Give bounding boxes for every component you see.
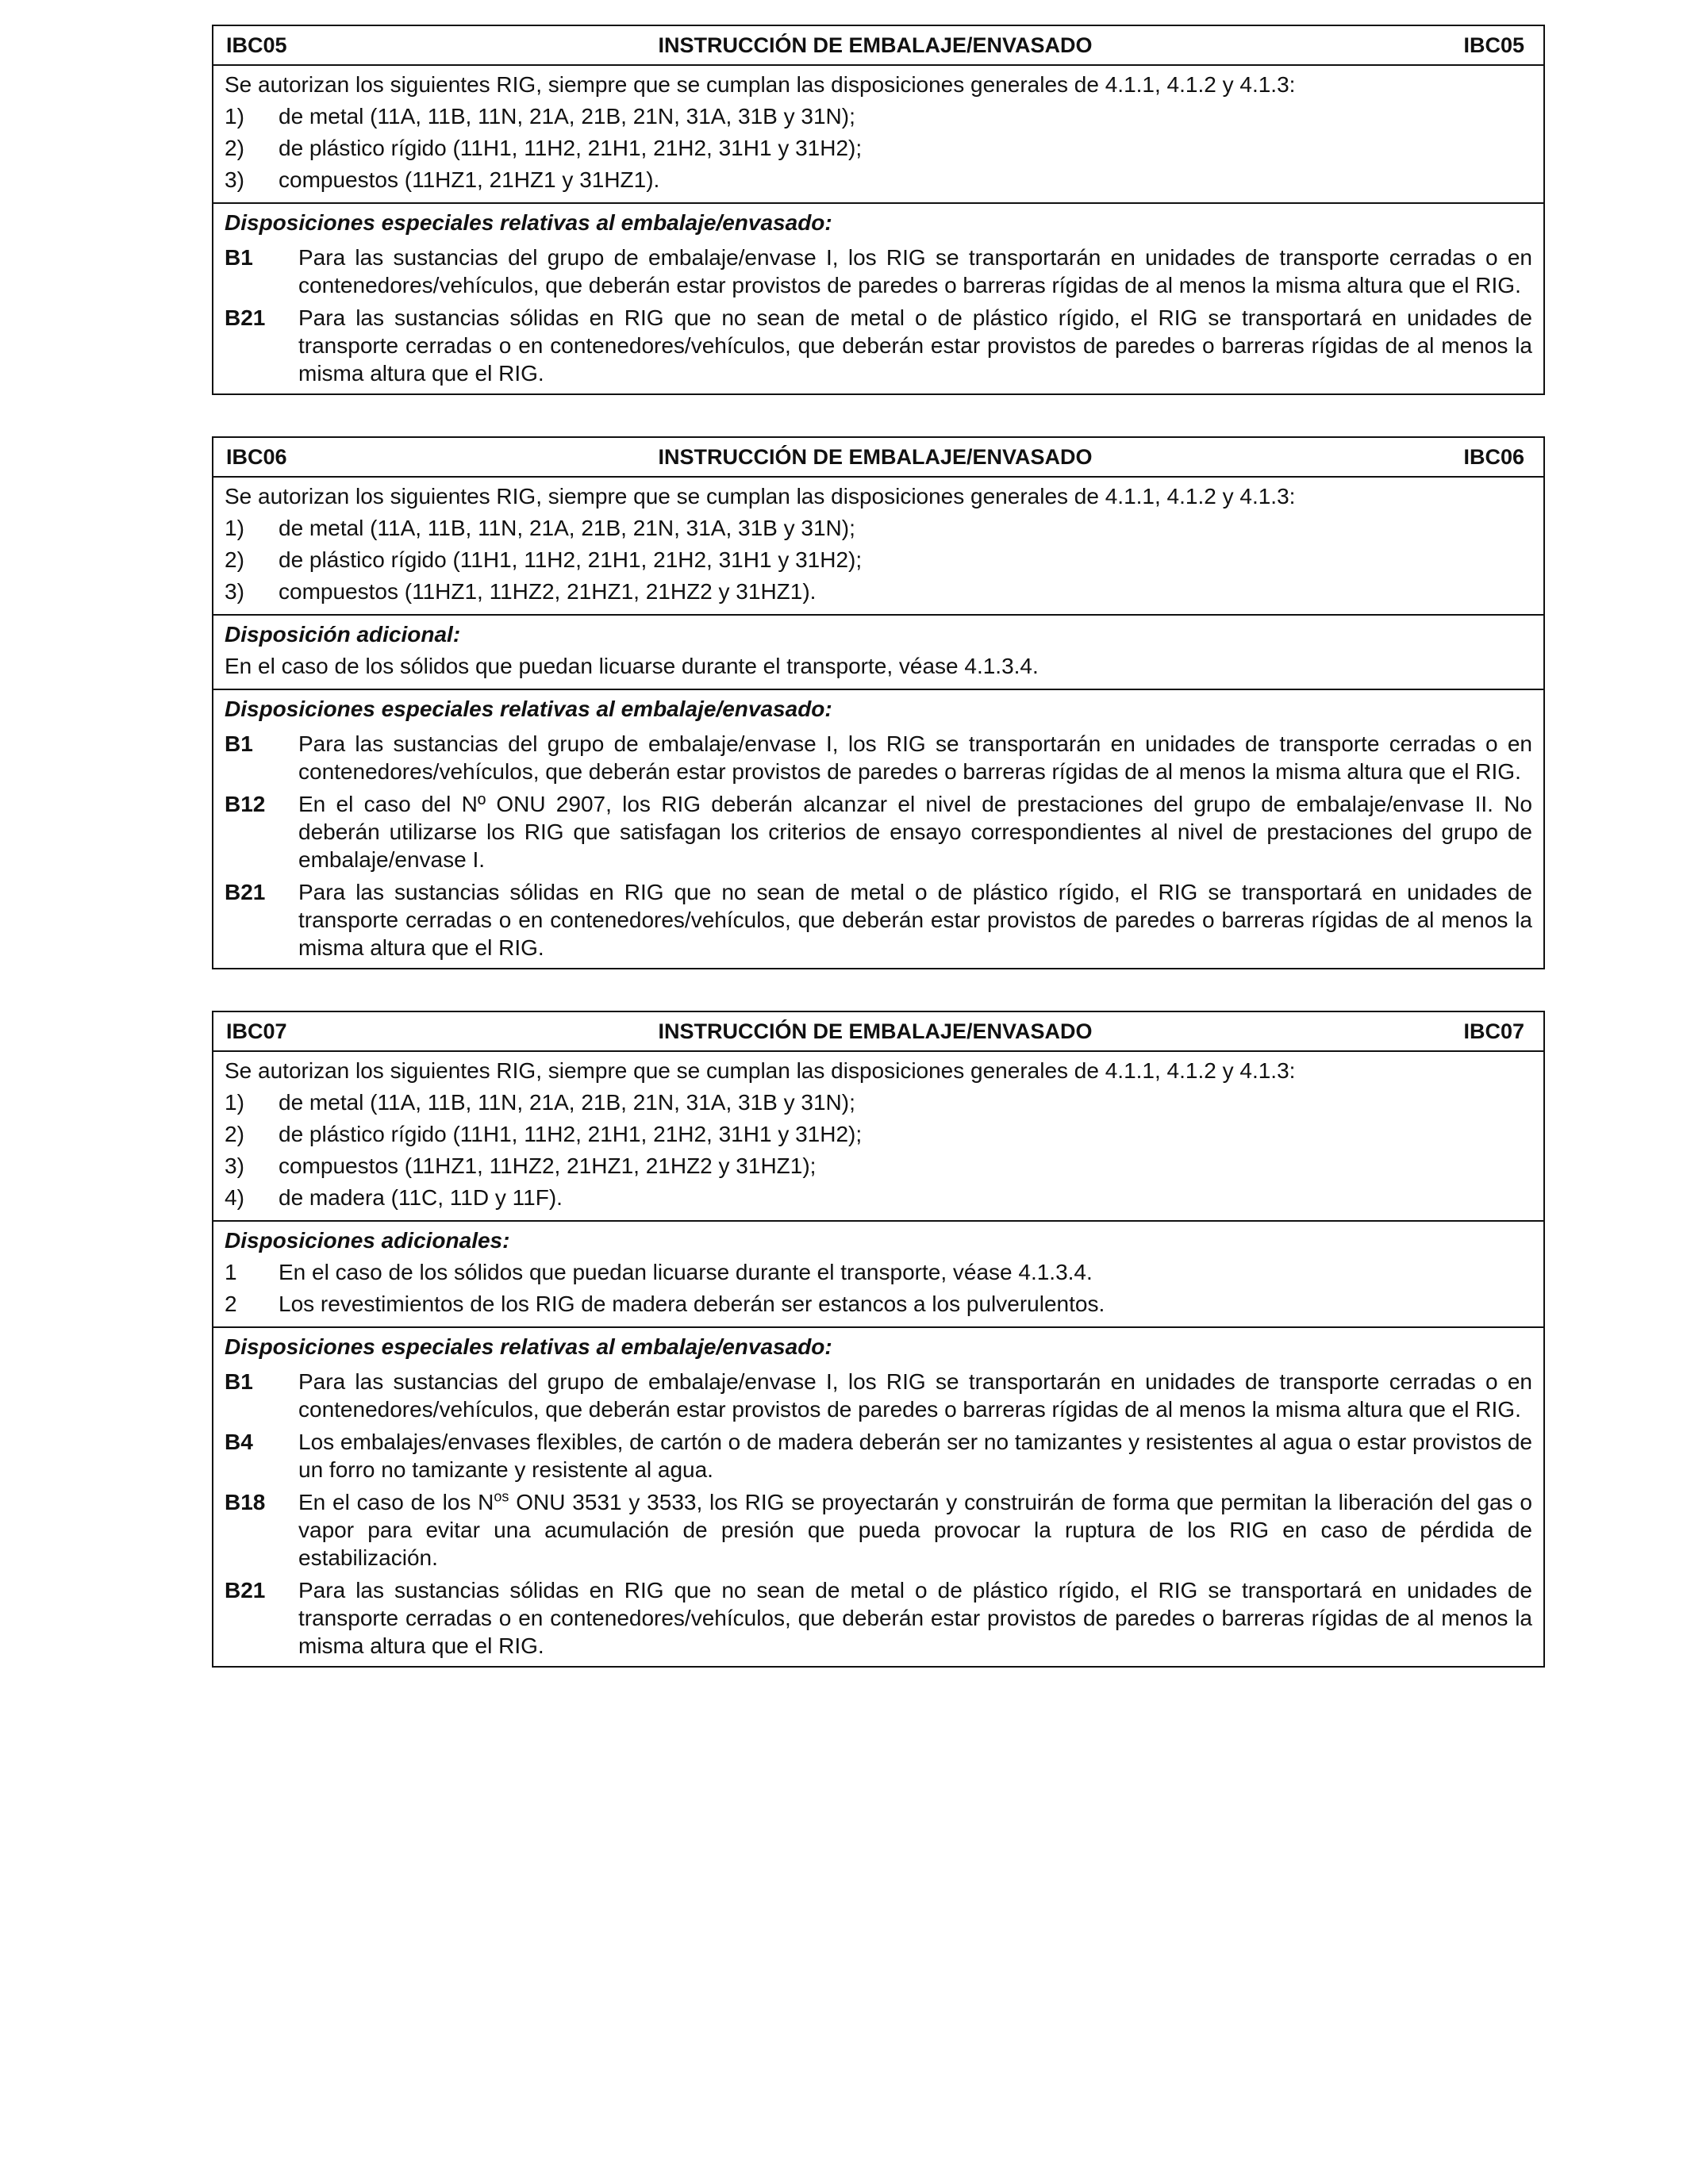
ibc05-code-right: IBC05 xyxy=(1463,33,1524,57)
document-page xyxy=(212,25,1545,1709)
special-provision: B18 En el caso de los $N^{os}$ ONU 3531 y 3533, los RIG se proyectarán y construirán de forma que permitan la liberación del gas o vapor para evitar una acumulación de presión que pueda provocar la ruptura de los RIG en caso de pérdida de estabilización. xyxy=(225,1488,1532,1570)
ibc06-intro: Se autorizan los siguientes RIG, siempre que se cumplan las disposiciones generales de 4.1.1, 4.1.2 y 4.1.3: xyxy=(225,484,1296,509)
list-item: 2) de plástico rígido (11H1, 11H2, 21H1, 21H2, 31H1 y 31H2); xyxy=(225,547,863,572)
ibc05-special-section xyxy=(213,204,1543,393)
ibc07-additional-title: Disposiciones adicionales: xyxy=(225,1228,510,1253)
ibc07-special-title: Disposiciones especiales relativas al embalaje/envasado: xyxy=(225,1334,832,1359)
list-item: 2) de plástico rígido (11H1, 11H2, 21H1, 21H2, 31H1 y 31H2); xyxy=(225,136,863,160)
ibc05-title: INSTRUCCIÓN DE EMBALAJE/ENVASADO xyxy=(658,33,1093,57)
ibc06-table xyxy=(212,436,1545,969)
b18-text-pre: En el caso de los N xyxy=(298,1490,494,1514)
special-provision: B1 Para las sustancias del grupo de embalaje/envase I, los RIG se transportarán en unidades de transporte cerradas o en contenedores/vehículos, que deberán estar provistos de paredes o barreras rígidas de al menos la misma altura que el RIG. xyxy=(225,245,1532,297)
ibc06-code-right: IBC06 xyxy=(1463,444,1524,469)
ibc06-code-left: IBC06 xyxy=(226,444,287,469)
ibc05-authorized-section xyxy=(213,66,1543,204)
list-item: 3) compuestos (11HZ1, 21HZ1 y 31HZ1). xyxy=(225,167,660,192)
ibc05-header xyxy=(213,26,1543,66)
special-provision: B21 Para las sustancias sólidas en RIG que no sean de metal o de plástico rígido, el RIG se transportará en unidades de transporte cerradas o en contenedores/vehículos, que deberán estar provistos de paredes o barreras rígidas de al menos la misma altura que el RIG. xyxy=(225,880,1532,960)
list-item: 2 Los revestimientos de los RIG de madera deberán ser estancos a los pulverulentos. xyxy=(225,1292,1105,1316)
ibc05-code-left: IBC05 xyxy=(226,33,287,57)
ibc05-intro: Se autorizan los siguientes RIG, siempre que se cumplan las disposiciones generales de 4.1.1, 4.1.2 y 4.1.3: xyxy=(225,72,1296,97)
ibc06-special-section xyxy=(213,690,1543,968)
special-provision: B4 Los embalajes/envases flexibles, de cartón o de madera deberán ser no tamizantes y resistentes al agua o estar provistos de un forro no tamizante y resistente al agua. xyxy=(225,1430,1532,1482)
ibc07-table xyxy=(212,1011,1545,1668)
list-item: 4) de madera (11C, 11D y 11F). xyxy=(225,1185,563,1210)
list-item: 1) de metal (11A, 11B, 11N, 21A, 21B, 21N, 31A, 31B y 31N); xyxy=(225,516,855,540)
list-item: 3) compuestos (11HZ1, 11HZ2, 21HZ1, 21HZ2 y 31HZ1); xyxy=(225,1153,817,1178)
ibc07-title: INSTRUCCIÓN DE EMBALAJE/ENVASADO xyxy=(658,1019,1093,1043)
ibc07-header xyxy=(213,1012,1543,1052)
special-provision: B21 Para las sustancias sólidas en RIG que no sean de metal o de plástico rígido, el RIG se transportará en unidades de transporte cerradas o en contenedores/vehículos, que deberán estar provistos de paredes o barreras rígidas de al menos la misma altura que el RIG. xyxy=(225,305,1532,386)
list-item: 3) compuestos (11HZ1, 11HZ2, 21HZ1, 21HZ2 y 31HZ1). xyxy=(225,579,817,604)
ibc07-code-left: IBC07 xyxy=(226,1019,287,1043)
ibc07-intro: Se autorizan los siguientes RIG, siempre que se cumplan las disposiciones generales de 4.1.1, 4.1.2 y 4.1.3: xyxy=(225,1058,1296,1083)
list-item: 1) de metal (11A, 11B, 11N, 21A, 21B, 21N, 31A, 31B y 31N); xyxy=(225,1090,855,1115)
ibc06-additional-text: En el caso de los sólidos que puedan licuarse durante el transporte, véase 4.1.3.4. xyxy=(225,654,1039,678)
ibc06-header xyxy=(213,438,1543,478)
ibc06-additional-section xyxy=(213,616,1543,690)
special-provision: B1 Para las sustancias del grupo de embalaje/envase I, los RIG se transportarán en unidades de transporte cerradas o en contenedores/vehículos, que deberán estar provistos de paredes o barreras rígidas de al menos la misma altura que el RIG. xyxy=(225,731,1532,784)
ibc06-title: INSTRUCCIÓN DE EMBALAJE/ENVASADO xyxy=(658,444,1093,469)
ibc06-additional-title: Disposición adicional: xyxy=(225,622,461,647)
ibc07-authorized-section xyxy=(213,1052,1543,1222)
ibc06-special-title: Disposiciones especiales relativas al embalaje/envasado: xyxy=(225,697,832,721)
ibc07-code-right: IBC07 xyxy=(1463,1019,1524,1043)
ibc05-special-title: Disposiciones especiales relativas al embalaje/envasado: xyxy=(225,210,832,235)
ibc07-special-section xyxy=(213,1328,1543,1666)
list-item: 1) de metal (11A, 11B, 11N, 21A, 21B, 21N, 31A, 31B y 31N); xyxy=(225,104,855,129)
b18-superscript: os xyxy=(494,1488,509,1505)
b18-text-post: ONU 3531 y 3533, los RIG se proyectarán y construirán de forma que permitan la liberación del gas o vapor para evitar una acumulación de presión que pueda provocar la ruptura de los RIG en caso de pérdida de estabilización. xyxy=(298,1490,1532,1570)
list-item: 2) de plástico rígido (11H1, 11H2, 21H1, 21H2, 31H1 y 31H2); xyxy=(225,1122,863,1146)
special-provision: B12 En el caso del Nº ONU 2907, los RIG deberán alcanzar el nivel de prestaciones del grupo de embalaje/envase II. No deberán utilizarse los RIG que satisfagan los criterios de ensayo correspondientes al nivel de prestaciones del grupo de embalaje/envase I. xyxy=(225,792,1532,872)
ibc07-additional-section xyxy=(213,1222,1543,1328)
special-provision: B21 Para las sustancias sólidas en RIG que no sean de metal o de plástico rígido, el RIG se transportará en unidades de transporte cerradas o en contenedores/vehículos, que deberán estar provistos de paredes o barreras rígidas de al menos la misma altura que el RIG. xyxy=(225,1578,1532,1658)
special-provision: B1 Para las sustancias del grupo de embalaje/envase I, los RIG se transportarán en unidades de transporte cerradas o en contenedores/vehículos, que deberán estar provistos de paredes o barreras rígidas de al menos la misma altura que el RIG. xyxy=(225,1369,1532,1422)
ibc06-authorized-section xyxy=(213,478,1543,616)
ibc05-table xyxy=(212,25,1545,395)
list-item: 1 En el caso de los sólidos que puedan licuarse durante el transporte, véase 4.1.3.4. xyxy=(225,1260,1093,1284)
